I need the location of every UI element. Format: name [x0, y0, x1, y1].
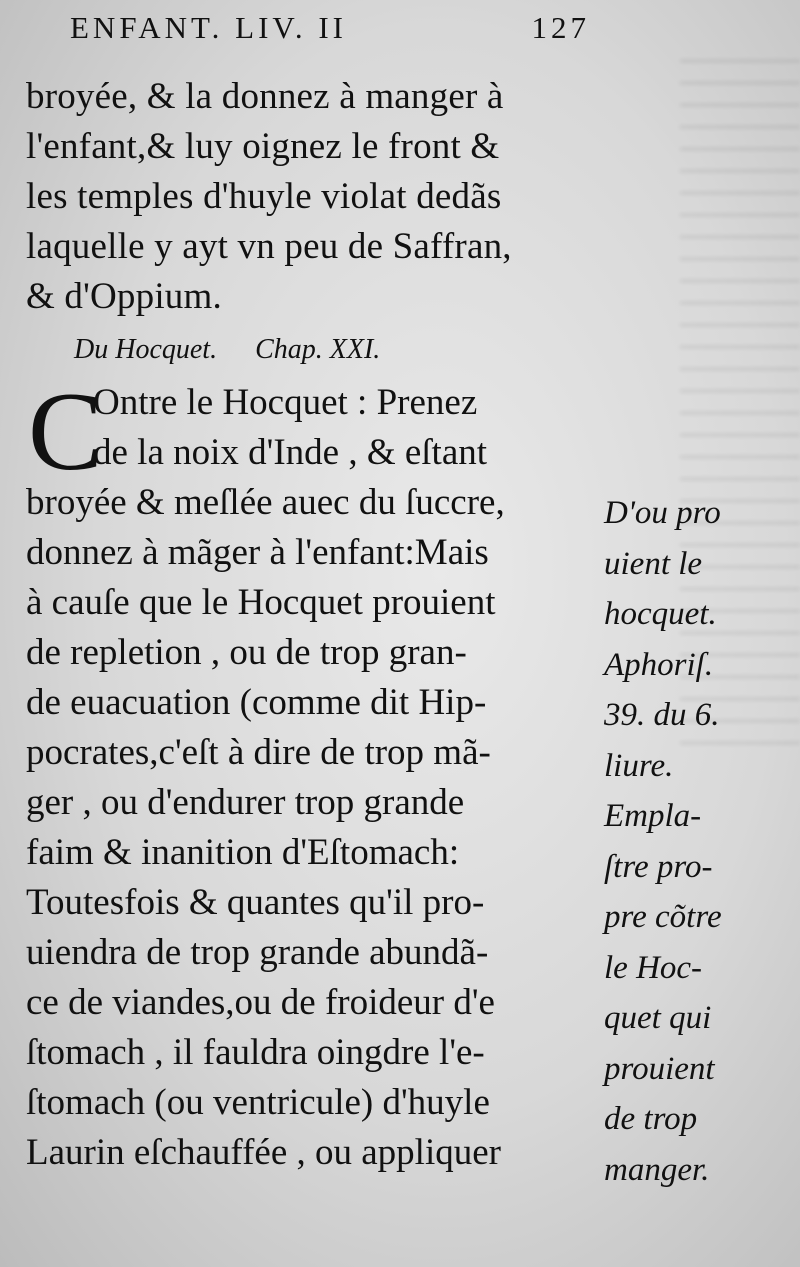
- text-line: Toutesfois & quantes qu'il pro-: [26, 882, 485, 923]
- text-line: Laurin eſchauffée , ou appliquer: [26, 1132, 501, 1173]
- text-line: & d'Oppium.: [26, 276, 222, 317]
- chapter-heading: [74, 334, 380, 366]
- marginal-notes: [604, 488, 722, 1195]
- text-line: ſtomach , il fauldra oingdre l'e-: [26, 1032, 485, 1073]
- text-line: broyée & meſlée auec du ſuccre,: [26, 482, 505, 523]
- margin-note-line: prouient: [604, 1050, 715, 1087]
- text-line: de la noix d'Inde , & eſtant: [93, 432, 488, 473]
- chapter-body: [26, 370, 505, 1178]
- text-line: faim & inanition d'Eſtomach:: [26, 832, 460, 873]
- running-header: [70, 10, 590, 46]
- margin-note-line: Empla-: [604, 798, 702, 834]
- margin-note-line: uient le: [604, 545, 703, 582]
- margin-note-line: Aphoriſ.: [604, 646, 714, 683]
- margin-note-line: 39. du 6.: [604, 697, 720, 733]
- margin-note-line: liure.: [604, 747, 674, 784]
- text-line: de repletion , ou de trop gran-: [26, 632, 467, 673]
- margin-note-line: manger.: [604, 1151, 710, 1188]
- text-line: les temples d'huyle violat dedãs: [26, 176, 502, 217]
- text-line: ger , ou d'endurer trop grande: [26, 782, 465, 823]
- text-line: Ontre le Hocquet : Prenez: [93, 382, 478, 423]
- chapter-number: Chap. XXI.: [255, 334, 381, 365]
- text-line: laquelle y ayt vn peu de Saffran,: [26, 226, 512, 267]
- margin-note-line: hocquet.: [604, 596, 717, 632]
- text-line: donnez à mãger à l'enfant:Mais: [26, 532, 489, 573]
- margin-note-line: le Hoc-: [604, 949, 703, 986]
- drop-cap: C: [28, 370, 103, 494]
- text-line: ſtomach (ou ventricule) d'huyle: [26, 1082, 490, 1123]
- text-line: de euacuation (comme dit Hip-: [26, 682, 487, 723]
- text-line: ce de viandes,ou de froideur d'e: [26, 982, 495, 1023]
- margin-note-line: pre cõtre: [604, 899, 722, 935]
- text-line: l'enfant,& luy oignez le front &: [26, 126, 500, 167]
- text-line: broyée, & la donnez à manger à: [26, 76, 504, 117]
- text-line: à cauſe que le Hocquet prouient: [26, 582, 496, 623]
- text-line: pocrates,c'eſt à dire de trop mã-: [26, 732, 491, 773]
- margin-note-line: D'ou pro: [604, 495, 721, 531]
- page-number: 127: [531, 10, 590, 45]
- margin-note-line: ſtre pro-: [604, 848, 713, 885]
- margin-note-line: de trop: [604, 1101, 698, 1137]
- running-title: ENFANT. LIV. II: [70, 10, 347, 45]
- text-line: uiendra de trop grande abundã-: [26, 932, 489, 973]
- chapter-title: Du Hocquet.: [74, 334, 218, 365]
- margin-note-line: quet qui: [604, 1000, 712, 1036]
- continued-paragraph: [26, 72, 512, 322]
